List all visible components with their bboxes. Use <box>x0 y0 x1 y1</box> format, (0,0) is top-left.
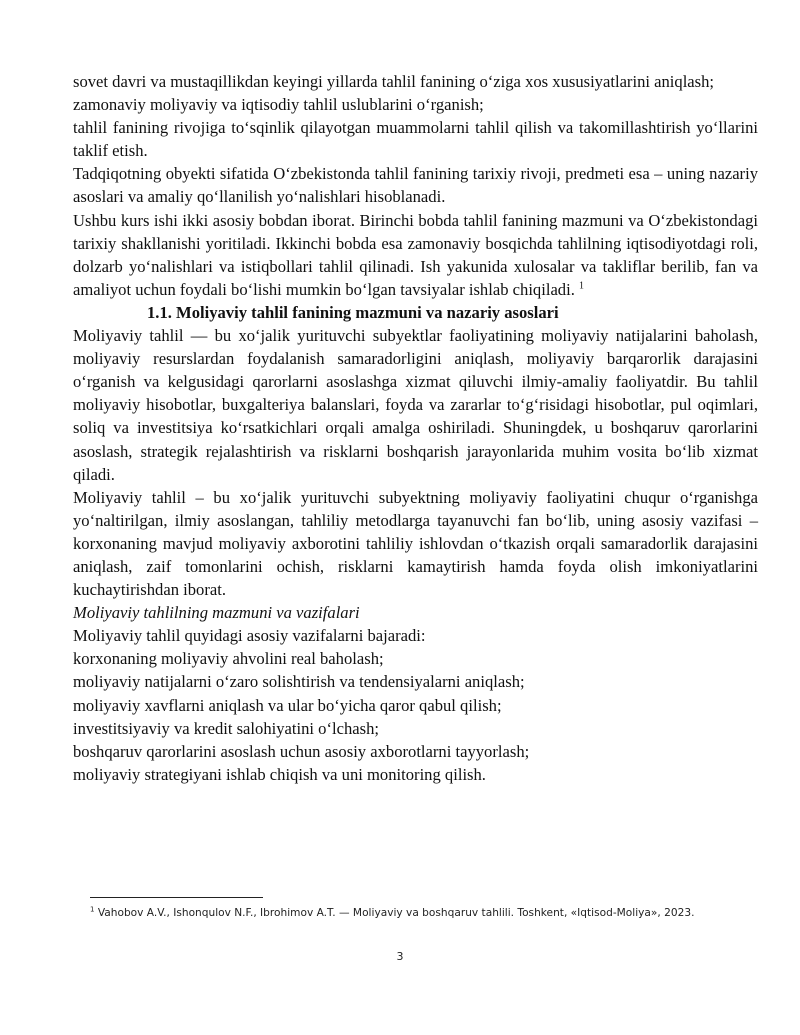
body-paragraph-2: Moliyaviy tahlil – bu xo‘jalik yurituvchi subyektning moliyaviy faoliyatini chuqur o‘rganishga yo‘naltirilgan, ilmiy asoslangan, tahliliy metodlarga tayanuvchi fan bo‘lib, uning asosiy vazifasi – korxonaning mavjud moliyaviy axborotini tahliliy ishlovdan o‘tkazish orqali samaradorlik darajasini aniqlash, zaif tomonlarini ochish, risklarni kamaytirish hamda foyda olish imkoniyatlarini kuchaytirishdan iborat. <box>73 487 758 600</box>
intro-paragraph-3: tahlil fanining rivojiga to‘sqinlik qilayotgan muammolarni tahlil qilish va takomillashtirish yo‘llarini taklif etish. <box>73 118 758 161</box>
section-heading: 1.1. Moliyaviy tahlil fanining mazmuni va nazariy asoslari <box>147 302 559 322</box>
list-item: korxonaning moliyaviy ahvolini real baholash; <box>73 649 384 669</box>
footnote-marker: 1 <box>90 905 95 914</box>
list-item: moliyaviy strategiyani ishlab chiqish va uni monitoring qilish. <box>73 764 486 784</box>
intro-paragraph-4: Tadqiqotning obyekti sifatida O‘zbekistonda tahlil fanining tarixiy rivoji, predmeti esa – uning nazariy asoslari va amaliy qo‘llanilish yo‘nalishlari hisoblanadi. <box>73 164 758 207</box>
footnote-reference: 1 <box>579 280 585 292</box>
intro-paragraph-1: sovet davri va mustaqillikdan keyingi yillarda tahlil fanining o‘ziga xos xususiyatlarini aniqlash; <box>73 72 715 91</box>
body-paragraph-1: Moliyaviy tahlil — bu xo‘jalik yurituvchi subyektlar faoliyatining moliyaviy natijalarini baholash, moliyaviy resurslardan foydalanish samaradorligini aniqlash, moliyaviy barqarorlik darajasini o‘rganish va kelgusidagi qarorlarni asoslashga xizmat qiluvchi ilmiy-amaliy faoliyatdir. Bu tahlil moliyaviy hisobotlar, buxgalteriya balanslari, foyda va zararlar to‘g‘risidagi hisobotlar, pul oqimlari, soliq va investitsiya ko‘rsatkichlari orqali amalga oshiriladi. Shuningdek, u boshqaruv qarorlarini asoslash, strategik rejalashtirish va risklarni boshqarish jarayonlarida muhim vosita bo‘lib xizmat qiladi. <box>73 326 758 484</box>
page-number: 3 <box>396 950 404 963</box>
list-intro: Moliyaviy tahlil quyidagi asosiy vazifalarni bajaradi: <box>73 626 426 646</box>
list-item: boshqaruv qarorlarini asoslash uchun asosiy axborotlarni tayyorlash; <box>73 741 530 761</box>
intro-paragraph-2: zamonaviy moliyaviy va iqtisodiy tahlil uslublarini o‘rganish; <box>73 95 484 115</box>
intro-paragraph-5: Ushbu kurs ishi ikki asosiy bobdan iborat. Birinchi bobda tahlil fanining mazmuni va O‘zbekistondagi tarixiy shakllanishi yoritiladi. Ikkinchi bobda esa zamonaviy bosqichda tahlilning iqtisodiyotdagi roli, dolzarb yo‘nalishlari va istiqbollari tahlil qilinadi. Ish yakunida xulosalar va takliflar berilib, fan va amaliyot uchun foydali bo‘lishi mumkin bo‘lgan tavsiyalar ishlab chiqiladi. $^1$ <box>73 210 758 299</box>
body-text <box>73 70 758 786</box>
subheading: Moliyaviy tahlilning mazmuni va vazifalari <box>73 603 360 623</box>
list-item: moliyaviy natijalarni o‘zaro solishtirish va tendensiyalarni aniqlash; <box>73 672 525 692</box>
list-item: moliyaviy xavflarni aniqlash va ular bo‘yicha qaror qabul qilish; <box>73 695 502 715</box>
footnote-divider <box>90 897 263 898</box>
list-item: investitsiyaviy va kredit salohiyatini o‘lchash; <box>73 718 380 738</box>
footnote-text: Vahobov A.V., Ishonqulov N.F., Ibrohimov A.T. — Moliyaviy va boshqaruv tahlili. Toshkent, «Iqtisod-Moliya», 2023. <box>97 907 695 919</box>
footnote <box>90 906 790 920</box>
